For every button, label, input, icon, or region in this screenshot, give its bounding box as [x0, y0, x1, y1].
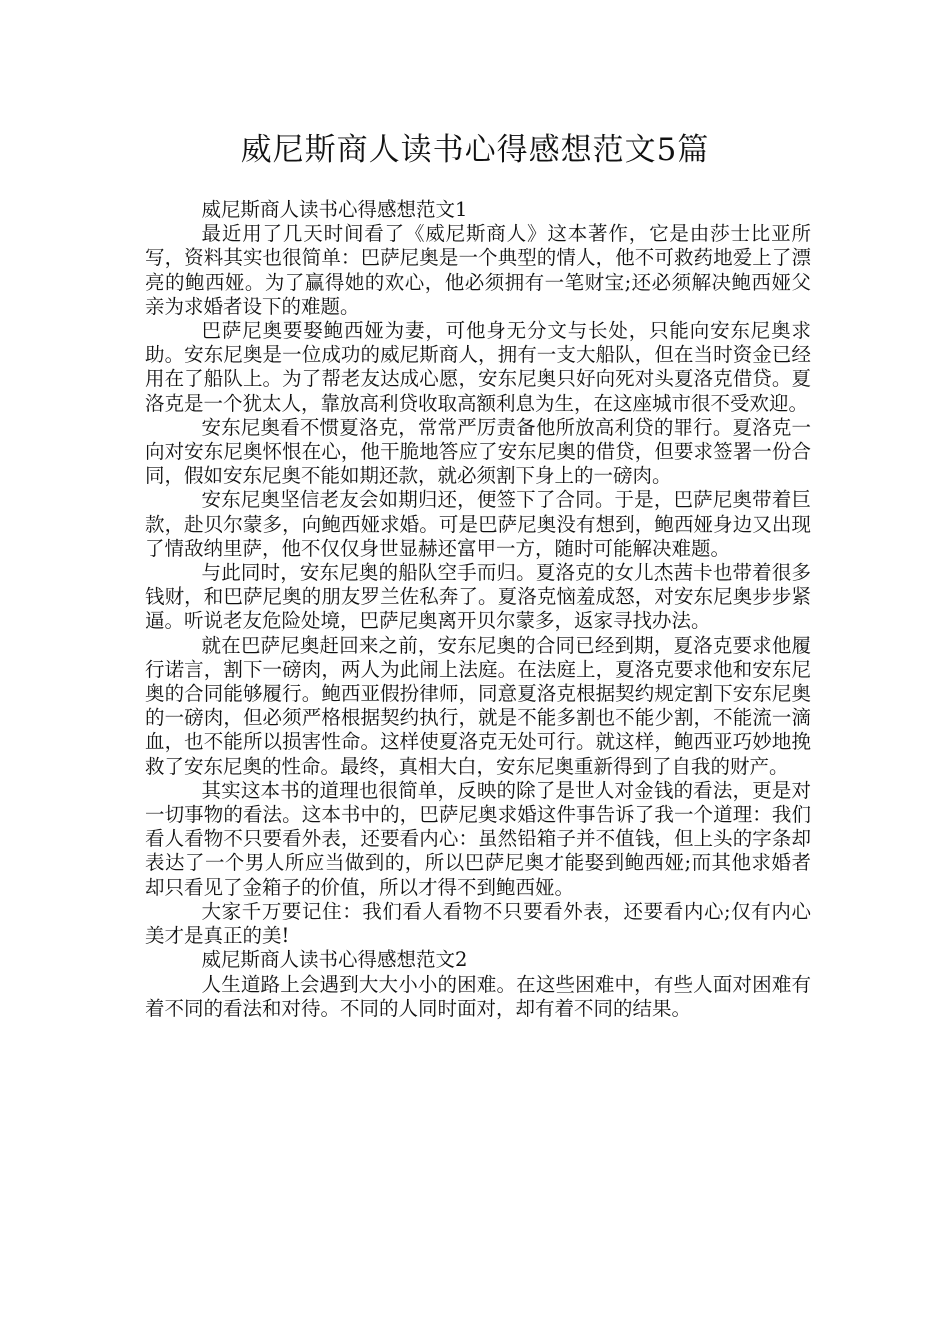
paragraph: 安东尼奥坚信老友会如期归还，便签下了合同。于是，巴萨尼奥带着巨款，赴贝尔蒙多，向鲍西娅求婚。可是巴萨尼奥没有想到，鲍西娅身边又出现了情敌纳里萨，他不仅仅身世显赫还富甲一方，随时可能解决难题。: [145, 488, 811, 560]
paragraph: 最近用了几天时间看了《威尼斯商人》这本著作，它是由莎士比亚所写，资料其实也很简单：巴萨尼奥是一个典型的情人，他不可救药地爱上了漂亮的鲍西娅。为了赢得她的欢心，他必须拥有一笔财宝;还必须解决鲍西娅父亲为求婚者设下的难题。: [145, 222, 811, 318]
paragraph: 与此同时，安东尼奥的船队空手而归。夏洛克的女儿杰茜卡也带着很多钱财，和巴萨尼奥的朋友罗兰佐私奔了。夏洛克恼羞成怒，对安东尼奥步步紧逼。听说老友危险处境，巴萨尼奥离开贝尔蒙多，返家寻找办法。: [145, 561, 811, 633]
document-title: 威尼斯商人读书心得感想范文5篇: [240, 132, 710, 168]
paragraph: 安东尼奥看不惯夏洛克，常常严厉责备他所放高利贷的罪行。夏洛克一向对安东尼奥怀恨在心，他干脆地答应了安东尼奥的借贷，但要求签署一份合同，假如安东尼奥不能如期还款，就必须割下身上的一磅肉。: [145, 415, 811, 488]
section-heading-2: 威尼斯商人读书心得感想范文2: [201, 948, 468, 972]
paragraph: 就在巴萨尼奥赶回来之前，安东尼奥的合同已经到期，夏洛克要求他履行诺言，割下一磅肉，两人为此闹上法庭。在法庭上，夏洛克要求他和安东尼奥的合同能够履行。鲍西亚假扮律师，同意夏洛克根据契约规定割下安东尼奥的一磅肉，但必须严格根据契约执行，就是不能多割也不能少割，不能流一滴血，也不能所以损害性命。这样使夏洛克无处可行。就这样，鲍西亚巧妙地挽救了安东尼奥的性命。最终，真相大白，安东尼奥重新得到了自我的财产。: [145, 633, 811, 778]
paragraph: 巴萨尼奥要娶鲍西娅为妻，可他身无分文与长处，只能向安东尼奥求助。安东尼奥是一位成功的威尼斯商人，拥有一支大船队，但在当时资金已经用在了船队上。为了帮老友达成心愿，安东尼奥只好向死对头夏洛克借贷。夏洛克是一个犹太人，靠放高利贷收取高额利息为生，在这座城市很不受欢迎。: [145, 319, 811, 415]
section-heading-1: 威尼斯商人读书心得感想范文1: [201, 198, 468, 221]
document-body: [145, 198, 811, 1021]
paragraph: 其实这本书的道理也很简单，反映的除了是世人对金钱的看法，更是对一切事物的看法。这本书中的，巴萨尼奥求婚这件事告诉了我一个道理：我们看人看物不只要看外表，还要看内心：虽然铅箱子并不值钱，但上头的字条却表达了一个男人所应当做到的，所以巴萨尼奥才能娶到鲍西娅;而其他求婚者却只看见了金箱子的价值，所以才得不到鲍西娅。: [145, 778, 811, 899]
paragraph: 大家千万要记住：我们看人看物不只要看外表，还要看内心;仅有内心美才是真正的美!: [145, 899, 811, 948]
paragraph: 人生道路上会遇到大大小小的困难。在这些困难中，有些人面对困难有着不同的看法和对待。不同的人同时面对，却有着不同的结果。: [145, 972, 811, 1020]
